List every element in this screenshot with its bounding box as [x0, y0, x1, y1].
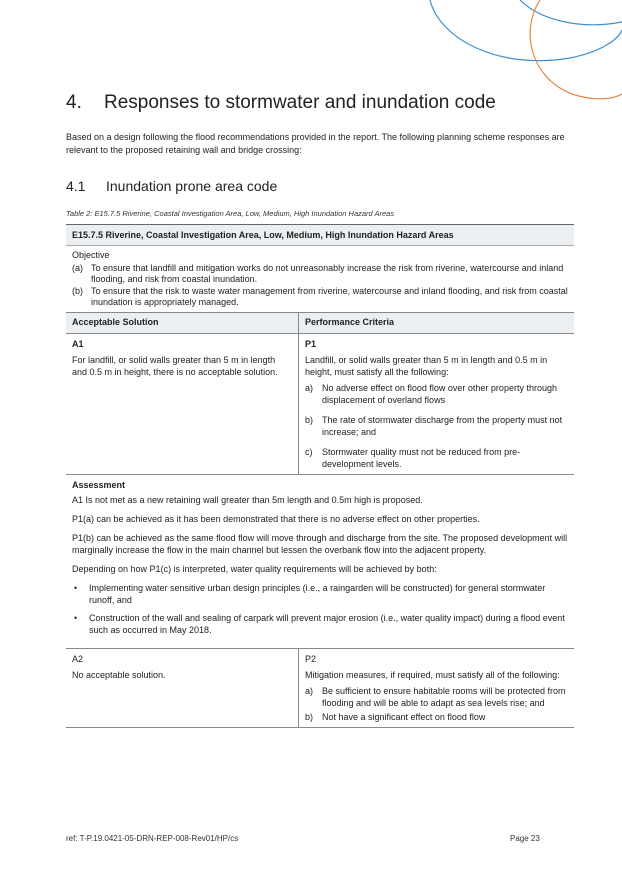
cell-p1 [299, 334, 574, 474]
assessment-title: Assessment [72, 479, 126, 490]
blue-arc-inner [520, 0, 622, 25]
assessment-paragraph: P1(b) can be achieved as the same flood flow will move through and discharge from the site. The proposed development will marginally increase the flow in the main channel but lessen the overbank flow into the adjacent property. [72, 532, 568, 555]
a2-code: A2 [72, 653, 84, 664]
performance-criteria-header: Performance Criteria [299, 312, 574, 334]
cell-p2 [299, 649, 574, 727]
p1-item: b) The rate of stormwater discharge from the property must not increase; and [305, 414, 563, 437]
footer-reference: ref: T-P.19.0421-05-DRN-REP-008-Rev01/HP/cs [66, 834, 239, 843]
cell-a2 [66, 649, 299, 727]
a1-text: For landfill, or solid walls greater than 5 m in length and 0.5 m in height, there is no acceptable solution. [72, 354, 278, 377]
section-title: Inundation prone area code [106, 178, 278, 194]
table-header: E15.7.5 Riverine, Coastal Investigation Area, Low, Medium, High Inundation Hazard Areas [66, 224, 574, 246]
section-heading [66, 178, 277, 194]
p2-code: P2 [305, 653, 317, 664]
intro-paragraph: Based on a design following the flood recommendations provided in the report. The following planning scheme responses are relevant to the proposed retaining wall and bridge crossing: [66, 132, 565, 155]
objective-item: (a) To ensure that landfill and mitigation works do not unreasonably increase the risk from riverine, watercourse and inland flooding, and risk from coastal inundation. [72, 262, 564, 284]
p2-item: a) Be sufficient to ensure habitable rooms will be protected from flooding and will be able to adapt as sea levels rise; and [305, 685, 566, 708]
heading-title: Responses to stormwater and inundation code [104, 92, 496, 113]
objective-title: Objective [72, 250, 110, 260]
p2-item: b) Not have a significant effect on flood flow [305, 711, 486, 722]
objective-section [66, 246, 574, 309]
a2-text: No acceptable solution. [72, 669, 166, 680]
blue-arc [430, 0, 622, 61]
assessment-paragraph: A1 Is not met as a new retaining wall greater than 5m length and 0.5m high is proposed. [72, 494, 423, 505]
code-table [66, 224, 574, 728]
p2-text: Mitigation measures, if required, must satisfy all of the following: [305, 669, 560, 680]
bullet-icon: • [74, 582, 78, 593]
objective-item: (b) To ensure that the risk to waste water management from riverine, watercourse and inland flooding, and risk from coastal inundation is appropriately managed. [72, 285, 568, 307]
p1-code: P1 [305, 338, 317, 349]
column-headers [66, 309, 574, 334]
section-number: 4.1 [66, 178, 86, 194]
orange-arc [530, 0, 622, 99]
p1-item: c) Stormwater quality must not be reduced from pre-development levels. [305, 446, 521, 469]
row-a2-p2 [66, 648, 574, 728]
assessment-paragraph: P1(a) can be achieved as it has been demonstrated that there is no adverse effect on other properties. [72, 513, 480, 524]
heading-number: 4. [66, 92, 82, 113]
bullet-icon: • [74, 612, 78, 623]
acceptable-solution-header: Acceptable Solution [66, 312, 299, 334]
assessment-bullet: • Construction of the wall and sealing of carpark will prevent major erosion (i.e., water quality impact) during a flood event such as occurred in May 2018. [74, 612, 565, 635]
cell-a1 [66, 334, 299, 474]
footer-page-number: Page 23 [510, 834, 540, 843]
p1-item: a) No adverse effect on flood flow over other property through displacement of overland flows [305, 382, 557, 405]
assessment-section [66, 474, 574, 648]
table-caption: Table 2: E15.7.5 Riverine, Coastal Investigation Area, Low, Medium, High Inundation Hazard Areas [66, 209, 395, 218]
p1-text: Landfill, or solid walls greater than 5 m in length and 0.5 m in height, must satisfy all the following: [305, 354, 548, 377]
assessment-bullet: • Implementing water sensitive urban design principles (i.e., a raingarden will be constructed) for general stormwater runoff, and [74, 582, 546, 605]
row-a1-p1 [66, 334, 574, 474]
a1-code: A1 [72, 338, 84, 349]
assessment-paragraph: Depending on how P1(c) is interpreted, water quality requirements will be achieved by both: [72, 563, 437, 574]
page-heading [66, 92, 496, 114]
